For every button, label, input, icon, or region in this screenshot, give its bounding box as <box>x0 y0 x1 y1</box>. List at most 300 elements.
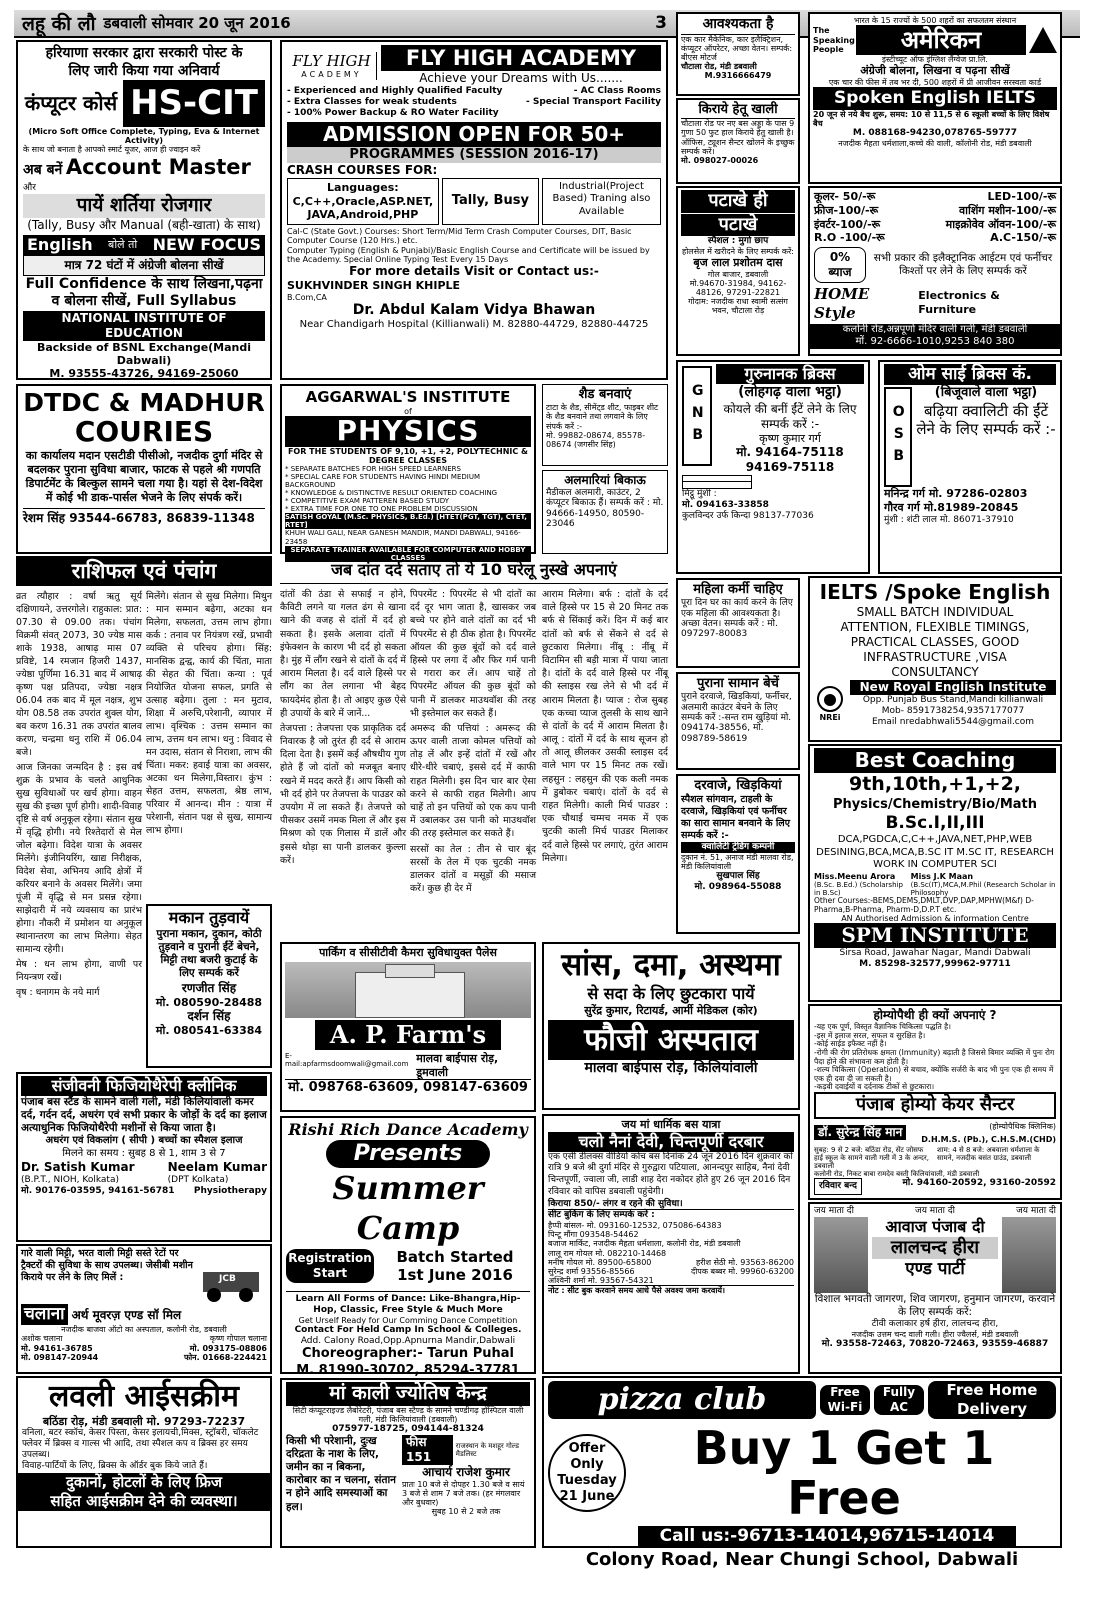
jagran-party: एण्ड पार्टी <box>905 1259 965 1280</box>
pataka-godown: गोदाम: नजदीक राधा स्वामी सत्संग भवन, चौटाला रोड़ <box>688 297 788 316</box>
gnb-phone2: 94169-75118 <box>745 460 835 475</box>
shed-title: शैड बनवाएं <box>578 387 632 402</box>
ielts-address: Opp. Punjab Bus Stand,Mandi killianwali <box>862 695 1044 705</box>
darwaja-title: दरवाजे, खिड़कियां <box>694 778 782 793</box>
dance-batch: Batch Started <box>396 1247 514 1266</box>
dtdc-text: का कार्यालय मदान एसटीडी पीसीओ, नजदीक दुर्गा मंदिर से बदलकर पुराना सुविधा बाजार, फाटक से पहले श्री गणपति डिपार्टमेंट के बिल्कुल सामने चला गया है। यहां से देश-विदेश में कोई भी डाक-पार्सल भेजने के लिए संपर्क करें। <box>25 449 263 504</box>
flyhigh-feature1: - Experienced and Highly Qualified Faculty <box>287 86 503 97</box>
pizza-ad <box>542 1376 1062 1570</box>
pizza-call: Call us:-96713-14014,96715-14014 <box>638 1526 1016 1547</box>
makan-phone1: मो. 080590-28488 <box>155 995 263 1009</box>
hscit-line4: अब बनें <box>23 162 63 179</box>
dance-date: 1st June 2016 <box>397 1266 513 1285</box>
lovely-title: लवली आईसक्रीम <box>49 1379 239 1414</box>
jagran-phone: मो. 93558-72463, 70820-72463, 93559-46887 <box>821 1339 1049 1350</box>
homeo-title: पंजाब होम्यो केयर सैन्टर <box>814 1092 1056 1119</box>
triangle-icon <box>1029 27 1057 53</box>
singer-photo-2 <box>1002 1217 1056 1293</box>
sanjivani-doctor2-deg: (DPT Kolkata) <box>167 1175 229 1186</box>
darwaja-text: स्पैशल सांगवान, टाहली के दरवाजे, खिड़कियां एवं फर्नीचर का सारा सामान बनवाने के लिए सम्पर्क करें :- <box>681 794 790 841</box>
jcb-text: गारे वाली मिट्टी, भरत वाली मिट्टी सस्ते रेटों पर ट्रैक्टरों की सुविधा के साथ उपलब्ध। जेसीबी मशीन किराये पर लेने के लिए मिलें : <box>21 1248 193 1283</box>
yatra-contact4: लालू राम गोयल मो. 082210-14468 <box>548 1248 667 1258</box>
flyhigh-logo-sub: ACADEMY <box>301 70 362 80</box>
aggarwal-of: of <box>404 406 412 416</box>
hscit-72hours: मात्र 72 घंटों में अंग्रेजी बोलना सीखें <box>23 255 265 276</box>
rate-inverter: इंवर्टर-100/-रू <box>814 217 881 231</box>
flyhigh-feature1b: - AC Class Rooms <box>573 86 661 97</box>
aggarwal-point2: * SPECIAL CARE FOR STUDENTS HAVING HINDI MEDIUM BACKGROUND <box>285 473 480 490</box>
farm-phone: मो. 098768-63609, 098147-63609 <box>285 1079 531 1096</box>
jagran-jai2: जय माता दी <box>915 1206 955 1216</box>
dance-forms: Learn All Forms of Dance: Like-Bhangra,Hip-Hop, Classic, Free Style & Much More <box>286 1291 530 1316</box>
gnb-munshi: मिट्ठू मुंशी : <box>682 489 717 500</box>
requirement-ad <box>676 12 800 96</box>
aggarwal-point4: * COMPETITIVE EXAM PATTEREN BASED STUDY <box>285 497 450 506</box>
new-focus: NEW FOCUS <box>152 234 261 254</box>
jyotish-acharya: आचार्य राजेश कुमार <box>422 1464 510 1479</box>
requirement-phone: M.9316666479 <box>704 71 772 81</box>
darwaja-address: दुकान नं. 51, अनाज मंडी मालवा रोड, मंडी किलियांवाली <box>681 852 794 871</box>
ielts-title: IELTS /Spoke English <box>819 580 1051 604</box>
pizza-ac: Fully AC <box>874 1385 924 1415</box>
woman-ad <box>676 578 800 668</box>
homestyle-address: कलोनी रोड,अन्नपूर्णा मंदिर वाली गली, मंडी डबवाली <box>810 324 1060 337</box>
yatra-ad <box>542 1114 800 1374</box>
tooth-title: जब दांत दर्द सताए तो ये 10 घरेलू नुस्खे अपनाएं <box>280 556 668 584</box>
spm-teacher2: Miss J.K Maan <box>910 871 974 881</box>
hscit-address: Backside of BSNL Exchange(Mandi Dabwali) <box>36 340 252 368</box>
spm-title: SPM INSTITUTE <box>814 923 1056 948</box>
dance-ready: Get Urself Ready for Our Comming Dance Competition <box>298 1315 518 1325</box>
farm-ad <box>280 942 536 1112</box>
flyhigh-address: Near Chandigarh Hospital (Killianwali) M. 82880-44729, 82880-44725 <box>299 319 649 331</box>
jagran-jai3: जय माता दी <box>1016 1206 1056 1216</box>
aggarwal-address: KHUH WALI GALI, NEAR GANESH MANDIR, MANDI DABWALI, 94166-23458 <box>285 529 521 546</box>
darwaja-phone: मो. 098964-55088 <box>694 881 782 892</box>
american-title: अमेरिकन <box>856 25 1026 55</box>
flyhigh-crash: CRASH COURSES FOR: <box>287 162 438 177</box>
hscit-confidence: Full Confidence के साथ लिखना,पढ़ना <box>25 275 263 292</box>
yatra-contact2: पिन्टू मौंगा 093548-54462 <box>548 1230 639 1240</box>
gnb-ad <box>676 360 870 574</box>
homeo-point3: -कोई साईड इफैक्ट नहीं है। <box>814 1039 887 1049</box>
rent-ad <box>676 98 800 184</box>
osb-text: बढ़िया क्वालिटी की ईंटें लेने के लिए सम्पर्क करें :- <box>916 401 1056 439</box>
hscit-institute: NATIONAL INSTITUTE OF EDUCATION <box>23 311 265 341</box>
homeo-point2: -इस में इलाज सरल, सफल व सुरक्षित है। <box>814 1030 926 1040</box>
homestyle-text: सभी प्रकार की इलैक्ट्रानिक आईटम एवं फर्नीचर किश्तों पर लेने के लिए सम्पर्क करें <box>873 251 1053 277</box>
pataka-title2: पटाखे <box>681 214 795 237</box>
yatra-contact5b: हरीश सेठी मो. 93563-86200 <box>696 1257 794 1267</box>
osb-letters: OSB <box>890 404 907 471</box>
rate-ac: A.C-150/-रू <box>990 231 1056 245</box>
sanjivani-doctor1: Dr. Satish Kumar <box>21 1160 135 1175</box>
american-top: भारत के 15 राज्यों के 500 शहरों का सफलतम संस्थान <box>853 16 1017 25</box>
american-line1: अंग्रेजी बोलना, लिखना व पढ़ना सीखें <box>860 64 1010 78</box>
homeo-sub: (होम्योपैथिक क्लिनिक) <box>989 1121 1056 1131</box>
makan-name2: दर्शन सिंह <box>187 1009 231 1024</box>
requirement-text: एक कार मैकेनिक, कार इलैक्ट्रिशन, कंप्यूटर ऑपरेटर, अच्छा वेतन। सम्पर्क: बीएस मोटर्ज <box>681 34 793 62</box>
almirah-text: मैडीकल अलमारी, काउंटर, 2 कंप्यूटर बिकाऊ हैं। सम्पर्क करें : मो. 94666-14950, 80590-23046 <box>546 488 664 530</box>
dance-address: Add. Calony Road,Opp.Apnurna Mandir,Dabwali <box>300 1335 516 1346</box>
almirah-ad <box>542 470 668 554</box>
yatra-title: चलो नैनां देवी, चिन्तपूर्णी दरबार <box>548 1132 794 1152</box>
flyhigh-programmes: PROGRAMMES (SESSION 2016-17) <box>287 147 661 163</box>
pizza-offer: Offer Only Tuesday 21 June <box>548 1434 626 1512</box>
dance-presents: Presents <box>326 1140 490 1168</box>
dance-ad <box>280 1116 536 1378</box>
hscit-brand: HS-CIT <box>123 80 265 127</box>
brick-pattern <box>682 475 752 489</box>
homeo-question: होम्योपैथी ही क्यों अपनाएं ? <box>873 1008 997 1022</box>
yatra-contact7: अश्विनी शर्मा मो. 93567-54321 <box>548 1276 654 1286</box>
purana-ad <box>676 672 800 770</box>
dance-choreographer: Choreographer:- Tarun Puhal <box>302 1346 514 1362</box>
aggarwal-title: AGGARWAL'S INSTITUTE <box>305 388 511 406</box>
bole-to: बोले तो <box>108 237 138 251</box>
flyhigh-more: For more details Visit or Contact us:- <box>349 263 599 278</box>
homeo-sunday: रविवार बन्द <box>814 1178 862 1195</box>
flyhigh-languages: Languages: C,C++,Oracle,ASP.NET, JAVA,Android,PHP <box>287 178 439 225</box>
pataka-name: बृज लाल प्रशोतम दास <box>693 255 783 269</box>
pataka-address: गोल बाजार, डबवाली <box>707 269 769 279</box>
shed-phone: मो. 99882-08674, 85578-08674 (जगसीर सिंह) <box>546 430 646 449</box>
hscit-ad <box>16 40 272 380</box>
ielts-line5: CONSULTANCY <box>891 665 979 679</box>
dtdc-contact: रेशम सिंह 93544-66783, 86839-11348 <box>23 508 265 526</box>
dance-academy: Rishi Rich Dance Academy <box>288 1120 528 1139</box>
flyhigh-industrial: Industrial(Project Based) Traning also Available <box>542 178 661 225</box>
jagran-title: आवाज पंजाब दी <box>885 1216 985 1236</box>
pataka-phone: मो.94670-31984, 94162-48126, 97291-22821 <box>689 278 787 298</box>
asthma-address: मालवा बाईपास रोड़, किलियांवाली <box>584 1060 758 1077</box>
account-master: Account Master <box>65 155 251 180</box>
jcb-phone1b: मो. 098147-20944 <box>21 1352 99 1362</box>
pizza-address: Colony Road, Near Chungi School, Dabwali <box>585 1548 1019 1570</box>
yatra-top: जय मां धार्मिक बस यात्रा <box>621 1118 721 1131</box>
homeo-point1: -यह एक पूर्ण, विस्तृत वैज्ञानिक चिकित्सा पद्धति है। <box>814 1022 951 1031</box>
hscit-line2: लिए जारी किया गया अनिवार्य <box>68 62 220 79</box>
purana-text: पुराने दरवाजे, खिड़कियां, फर्नीचर, अलमारी काउंटर बेचने के लिए सम्पर्क करें :-सन्त राम खुड़ियां मो. 094174-38556, मो. 098789-58619 <box>681 692 792 744</box>
sanjivani-time: मिलने का समय : सुबह 8 से 1, शाम 3 से 7 <box>62 1147 226 1159</box>
farm-email: E-mail:apfarmsdoomwali@gmail.com <box>285 1051 409 1068</box>
ielts-line1: SMALL BATCH INDIVIDUAL <box>856 605 1014 619</box>
aggarwal-footer: SEPARATE TRAINER AVAILABLE FOR COMPUTER AND HOBBY CLASSES <box>285 546 531 562</box>
yatra-contact1: हैप्पी बांसल- मो. 093160-12532, 075086-64383 <box>548 1221 722 1231</box>
jyotish-line2: किसी भी परेशानी, दुःख दरिद्रता के नाश के लिए, जमीन का न बिकना, कारोबार का न चलना, संतान न होने आदि समस्याओं का हल। <box>286 1434 396 1513</box>
american-band: Spoken English IELTS <box>813 88 1057 109</box>
flyhigh-degree: B.Com,CA <box>287 292 327 302</box>
zero-interest: 0% ब्याज <box>814 247 866 283</box>
tooth-guava: अमरूद की पत्तियां : अमरूद की ऊपर वाली ताजा कोमल पत्तियों को तोड़ लें और इन्हें दांतों में रखें और धीरे-धीरे चबाएं, इससे दर्द में काफी राहत मिलेगी। इस दिन चार बार ऐसा करने से काफी राहत मिलेगी। आप चाहें तो इन पत्तियों को एक कप पानी में उबालकर उस पानी को माउथवॉश की तरह इस्तेमाल कर सकते हैं। <box>410 722 536 840</box>
homeo-point5: -शल्य चिकित्सा (Operation) से बचाव, क्योंकि सर्जरी के बाद भी पुनः एक ही समय में एक ही दवा दी जा सकती है। <box>814 1065 1054 1083</box>
homestyle-brand2: Electronics & Furniture <box>918 289 1000 316</box>
pizza-name: pizza club <box>548 1381 816 1419</box>
chimney-icon <box>682 366 712 466</box>
english-label: English <box>27 234 93 254</box>
dance-phone: M. 81990-30702, 85294-37781 <box>296 1362 520 1378</box>
jcb-brand: चलाना <box>21 1304 68 1325</box>
flyhigh-admission: ADMISSION OPEN FOR 50+ <box>287 122 661 147</box>
sanjivani-doctor2: Neelam Kumar <box>167 1160 267 1175</box>
rate-ro: R.O -100/-रू <box>814 231 885 245</box>
makan-name1: रणजीत सिंह <box>181 980 237 995</box>
pataka-special: स्पैशल : मुर्गा छाप <box>707 236 769 246</box>
hscit-tally: (Tally, Busy और Manual (बही-खाता) के साथ) <box>27 217 261 232</box>
farm-address: मालवा बाईपास रोड़, डूमवाली <box>416 1051 499 1079</box>
gnb-name: कृष्ण कुमार गर्ग <box>759 431 821 445</box>
american-sub: इंस्टीच्यूट ऑफ इंग्लिश लैंग्वेज प्रा.लि. <box>882 55 988 65</box>
darwaja-name: सुखपाल सिंह <box>716 870 760 881</box>
jagran-jai1: जय माता दी <box>814 1206 854 1216</box>
yatra-contact6b: दीपक बब्बर मो. 99960-63200 <box>690 1267 794 1277</box>
jcb-icon <box>197 1248 267 1304</box>
ielts-logo: NREi <box>819 713 841 723</box>
ielts-line2: ATTENTION, FLEXIBLE TIMINGS, <box>840 620 1030 634</box>
dance-registration: Registration Start <box>286 1249 374 1283</box>
homeo-point4: -रोगी की रोग प्रतिरोधक क्षमता (Immunity) बढ़ाती है जिससे बिमार व्यक्ति में पुनः रोग पैदा होने की संभावना कम होती है। <box>814 1047 1055 1066</box>
pizza-main: Buy 1 Get 1 Free <box>693 1420 995 1526</box>
jyotish-fee: फीस 151 <box>402 1435 453 1465</box>
homeo-phone: मो. 94160-20592, 93160-20592 <box>902 1178 1056 1189</box>
rate-microwave: माइक्रोवेव ऑवन-100/-रू <box>945 217 1056 231</box>
jyotish-ad <box>280 1378 536 1548</box>
shed-text: टाटा के शैड, सीमेंट्ड शीट, फाइबर शीट के शैड बनवाने तथा लगवाने के लिए संपर्क करें :- <box>546 403 659 431</box>
dance-camp: Summer Camp <box>332 1168 484 1247</box>
pizza-delivery: Free Home Delivery <box>928 1381 1056 1419</box>
rashifal-col1 <box>16 590 142 1120</box>
dtdc-ad <box>16 384 272 554</box>
yatra-contact5: मनीष गोयल मो. 89500-65800 <box>548 1257 652 1267</box>
sanjivani-title: संजीवनी फिजियोथैरेपी क्लीनिक <box>21 1076 267 1096</box>
dtdc-title: DTDC & MADHUR <box>23 388 265 417</box>
asthma-title: सांस, दमा, अस्थमा <box>561 947 781 983</box>
sanjivani-special: अधरंग एवं विकलांग ( सीपी ) बच्चों का स्पैशल इलाज <box>45 1135 243 1147</box>
american-logo: The Speaking People <box>813 26 855 54</box>
jcb-name1: अशोक चलाना <box>21 1334 63 1344</box>
flyhigh-feature2b: - Special Transport Facility <box>526 97 661 108</box>
dance-contact: Contact For Held Camp In School & Colleges. <box>294 1324 522 1335</box>
gnb-title: गुरुनानक ब्रिक्स <box>716 364 864 384</box>
makan-phone2: मो. 080541-63384 <box>155 1024 263 1038</box>
flyhigh-title: FLY HIGH ACADEMY <box>381 45 661 71</box>
gnb-sub: (लोहगढ़ वाला भट्ठा) <box>738 384 842 400</box>
dtdc-title2: COURIES <box>74 414 214 448</box>
spm-teacher2-deg: (B.Sc(IT),MCA,M.Phil (Research Scholar in Philosophy <box>910 880 1056 897</box>
lion-icon <box>814 680 846 727</box>
ielts-mobile: Mob- 8591738254,9357177077 <box>881 705 1025 716</box>
rent-phone: मो. 098027-00026 <box>681 156 759 165</box>
yatra-fare: किराया 850/- लंगर व रहने की सुविधा। <box>548 1198 683 1209</box>
gnb-text: कोयले की बनीं ईंटें लेने के लिए सम्पर्क करें :- <box>723 401 857 431</box>
woman-title: महिला कर्मी चाहिए <box>693 582 783 597</box>
sanjivani-doctor1-deg: (B.P.T., NIOH, Kolkata) <box>21 1175 119 1186</box>
american-ad <box>808 12 1062 184</box>
osb-contact2: गौरव गर्ग मो.81989-20845 <box>884 501 1019 514</box>
sanjivani-ad <box>16 1072 272 1242</box>
rashifal-birthday: आज जिनका जन्मदिन है : इस वर्ष शुक्र के प्रभाव के चलते आधुनिक सुख सुविधाओं पर खर्च होगा। वाहन सुख की इच्छा पूर्ण होगी। शादी-विवाह दृष्टि से वर्ष अनुकूल रहेगा। संतान सुख में वृद्धि होगी। नये रिश्तेदारों से मेल जोल बढ़ेगा। विदेश यात्रा के अवसर मिलेंगे। इंजीनियरिंग, खाद्य निरीक्षक, विदेश सेवा, अभिनय आदि क्षेत्रों में करियर बनाने के अवसर मिलेंगे। जमा पूंजी में वृद्धि से मन प्रसन्न रहेगा। साझेदारी में नये व्यवसाय का प्रारंभ होगा। नौकरी में प्रमोशन या अनुकूल स्थानान्तरण का लाभ मिलेगा। सेहत सामान्य रहेगी। <box>16 762 142 956</box>
jcb-phone2b: फोन. 01668-224421 <box>183 1352 267 1362</box>
aggarwal-name: SATISH GOYAL (M.Sc. PHYSICS, B.Ed.) [HTET(PGT, TGT), CTET, RTET] <box>285 513 531 529</box>
lovely-banner1: दुकानों, होटलों के लिए फ्रिज <box>18 1473 270 1492</box>
flyhigh-typing: Computer Typing (English & Punjabi)/Basic English Course and Certificate will be issued by the Academy. Special Online Typing Test Every 15 Days <box>287 245 650 264</box>
ielts-institute: New Royal English Institute <box>850 680 1056 695</box>
flyhigh-school: Dr. Abdul Kalam Vidya Bhawan <box>352 301 596 318</box>
makan-title: मकान तुड़वायें <box>168 908 250 927</box>
hscit-and: और <box>23 183 36 194</box>
osb-title: ओम साई ब्रिक्स कं. <box>884 364 1056 385</box>
osb-contact3: मुंशी : शंटी लाल मो. 86071-37910 <box>884 514 1014 525</box>
hscit-syllabus: व बोलना सीखें, Full Syllabus <box>51 293 237 310</box>
aggarwal-point3: * KNOWLEDGE & DISTINCTIVE RESULT ORIENTED COACHING <box>285 489 498 498</box>
osb-contact1: मनिन्द्र गर्ग मो. 97286-02803 <box>884 487 1028 501</box>
homeo-time2: शाम: 4 से 8 बजे: अबवाला धर्मशाला के सामने, नजदीक बसंत ग्राउंड, डबवाली <box>937 1146 1040 1163</box>
chimney-icon-2 <box>884 387 912 487</box>
darwaja-shop: क्वालिटी ट्रेडिंग कम्पनी <box>681 842 795 853</box>
lovely-text: वनिला, बटर स्कॉच, केसर पिस्ता, केसर इलायची,मिक्स, स्ट्रॉबरी, चॉकलेट फ्लेवर में ब्रिक्स व गाल्स भी आदि, तथा स्पैशल कप व ब्रिक्स हर समय उपलब्ध। <box>22 1428 259 1460</box>
homestyle-phone: मों. 92-6666-1010,9253 840 380 <box>810 336 1060 349</box>
ielts-line3: PRACTICAL CLASSES, GOOD <box>850 635 1020 649</box>
spm-teacher1: Miss.Meenu Arora <box>814 871 896 881</box>
jagran-name: लालचन्द हीरा <box>872 1237 998 1260</box>
hscit-course: कंप्यूटर कोर्स <box>24 90 118 115</box>
jagran-line2: टीवी कलाकार हर्ष हीरा, लालचन्द हीरा, <box>871 1319 999 1330</box>
ielts-line4: INFRASTRUCTURE ,VISA <box>863 650 1007 664</box>
homestyle-brand: HOME Style <box>814 285 870 322</box>
hscit-phone: M. 93555-43726, 94169-25060 <box>49 367 239 381</box>
rent-title: किराये हेतू खाली <box>681 102 795 119</box>
flyhigh-tagline: Achieve your Dreams with Us....... <box>419 71 623 86</box>
darwaja-ad <box>676 774 800 934</box>
makan-text: पुराना मकान, दुकान, कोठी तुड़वाने व पुरानी ईंटें बेचने, मिट्टी तथा बजरी कुटाई के लिए सम्पर्क करें <box>156 928 262 980</box>
aggarwal-point1: * SEPARATE BATCHES FOR HIGH SPEED LEARNERS <box>285 465 461 474</box>
singer-photo-1 <box>814 1217 868 1293</box>
pataka-ad <box>676 186 800 356</box>
american-line4: नजदीक मैहता धर्मशाला,कच्चे की वाली, कॉलोनी रोड, मंडी डबवाली <box>838 138 1032 148</box>
homeo-doctor: डॉ. सुरेन्द्र सिंह मान <box>814 1125 906 1140</box>
jcb-phone2: मो. 093175-08806 <box>189 1343 267 1353</box>
american-phone: M. 088168-94230,078765-59777 <box>852 127 1018 138</box>
asthma-hospital: फौजी अस्पताल <box>548 1020 794 1060</box>
spm-bsc: B.Sc.I,II,III <box>885 813 985 833</box>
sanjivani-phone: मो. 90176-03595, 94161-56781 <box>21 1186 175 1197</box>
rashifal-mesh: मेष : धन लाभ होगा, वाणी पर नियन्त्रण रखें। <box>16 959 142 984</box>
sanjivani-physio: Physiotherapy <box>193 1186 267 1197</box>
jcb-name2: कृष्ण गोपाल चलाना <box>209 1334 267 1344</box>
american-line2: एक चार की फीस में तब भर दी, 500 शहरों में प्री आजीवन सरस्वता कार्ड <box>813 78 1057 88</box>
flyhigh-logo: FLY HIGH <box>292 51 371 70</box>
tooth-col2 <box>410 588 536 940</box>
paper-date: डबवाली सोमवार 20 जून 2016 <box>103 14 291 32</box>
aggarwal-point5: * EXTRA TIME FOR ONE TO ONE PROBLEM DISCUSSION <box>285 505 478 514</box>
requirement-title: आवश्यकता है <box>681 16 795 35</box>
jcb-brand2: अर्थ मूवरज़ एण्ड सॉ मिल <box>71 1308 182 1322</box>
almirah-title: अलमारियां बिकाऊ <box>564 473 646 487</box>
spm-phone: M. 85298-32577,99962-97711 <box>859 959 1011 970</box>
rent-text: चौटाला रोड पर नए बस अड्डा के पास 9 गुणा 50 फुट हाल किराये हेतु खाली है। ऑफिस, ट्यूशन सैन्टर खोलने के इच्छुक सम्पर्क करें। <box>681 119 795 156</box>
gnb-contact3: कुलविन्दर उर्फ किन्दा 98137-77036 <box>682 510 814 521</box>
aggarwal-for: FOR THE STUDENTS OF 9,10, +1, +2, POLYTECHNIC & DEGREE CLASSES <box>287 446 529 465</box>
rate-cooler: कूलर- 50/-रू <box>814 190 876 203</box>
tooth-remedies: आराम मिलेगा। बर्फ : दांतों के दर्द वाले हिस्से पर 15 से 20 मिनट तक बर्फ से सिंकाई करें। दिन में कई बार दांतों को बर्फ से सेंकने से दर्द से छुटकारा मिलेगा। नींबू : नींबू में विटामिन सी बड़ी मात्रा में पाया जाता है। दांतों के दर्द वाले हिस्से पर नींबू की स्लाइस रख लेने से भी दर्द में आराम मिलता है। प्याज : रोज सुबह एक कच्चा प्याज तुलसी के साथ खाने से दांतों के दर्द में आराम मिलता है। आलू : दांतों में दर्द के साथ सूजन हो तो आलू छीलकर उसकी स्लाइस दर्द वाले भाग पर 15 मिनट तक रखें। लहसुन : लहसुन की एक कली नमक में डुबोकर चबाएं। दांतों के दर्द से राहत मिलेगी। काली मिर्च पाउडर : एक चौथाई चम्मच नमक में एक चुटकी काली मिर्च पाउडर मिलाकर दर्द वाले हिस्से पर लगाएं, तुरंत आराम मिलेगा। <box>542 589 668 864</box>
gnb-letters: GNB <box>689 383 706 449</box>
tooth-col1 <box>280 588 406 940</box>
makan-ad <box>146 904 272 1068</box>
ielts-ad <box>808 576 1062 742</box>
spm-authorised: AN Authorised Admission & information Centre <box>841 914 1029 924</box>
tooth-tejpatta: तेजपत्ता : तेजपत्ता एक प्राकृतिक दर्द निवारक है जो तुरंत ही दर्द से आराम दिला देता है। इसमें कई औषधीय गुण होते हैं जो दांतों को मजबूत बनाए रखने में मदद करते हैं। आप किसी को भी दर्द होने पर तेजपत्ता के पाउडर को उपयोग में ला सकते हैं। तेजपत्ते को पीसकर उसमें नमक मिला लें और इस मिश्रण को एक गिलास में डालें और इससे थोड़ा सा पानी डालकर कुल्ला करें। <box>280 722 406 866</box>
homeo-address: कलोनी रोड, निकट बाबा रामदेव बस्ती किलियांवाली, मंडी डबवाली <box>814 1170 980 1179</box>
shed-ad <box>542 384 668 466</box>
jyotish-title: मां काली ज्योतिष केन्द्र <box>286 1382 530 1406</box>
jcb-address: नजदीक बाजवा ऑटो का अस्पताल, कलोनी रोड, डबवाली <box>61 1325 227 1335</box>
spm-best: Best Coaching <box>814 748 1056 773</box>
purana-title: पुराना सामान बेचें <box>697 676 779 691</box>
spm-teacher1-deg: (B.Sc. B.Ed.) (Scholarship in B.Sc) <box>814 880 903 897</box>
jcb-phone1: मो. 94161-36785 <box>21 1343 93 1353</box>
spm-classes: 9th,10th,+1,+2, <box>848 773 1022 795</box>
tooth-intro: दांतों की ठंडा से सफाई न होने, कैविटी लगने या गलत ढंग से खाना खाने की वजह से दांतों में दर्द हो सकता है। इसके अलावा दांतों में इंफेक्शन के कारण भी दर्द हो सकता है। मुंह में लौंग रखने से दांतों के दर्द में आराम मिलता है। दर्द वाले हिस्से पर लौंग का तेल लगाना भी बेहद फायदेमंद होता है। तो आइए कुछ ऐसे ही उपायों के बारे में जानें... <box>280 589 406 719</box>
flyhigh-ad <box>280 40 668 380</box>
farm-name: A. P. Farm's <box>315 1020 501 1050</box>
pizza-wifi: Free Wi-Fi <box>820 1385 870 1415</box>
yatra-text: एक एसी डीलक्स वीडियो कोच बस दिनांक 24 जून 2016 दिन शुक्रवार को रात्रि 9 बजे श्री दुर्गा मंदिर से गुरुद्वारा पटियाला, आनन्दपुर साहिब, नैनां देवी चिन्तपूर्णी, ज्वाला जी, लाडी शाह देरा नकोदर होते हुए 26 जून 2016 दिन रविवार को वापिस डबवाली पहुंचेगी। <box>548 1151 793 1197</box>
requirement-address: चौटाला रोड, मंडी डबवाली <box>681 62 757 72</box>
jyotish-phone: 075977-18725, 094144-81324 <box>332 1424 484 1435</box>
palace-image <box>285 962 531 1018</box>
aggarwal-ad <box>280 384 536 562</box>
flyhigh-feature3: - 100% Power Backup & RO Water Facility <box>287 107 499 118</box>
spm-address: Sirsa Road, Jawahar Nagar, Mandi Dabwali <box>839 948 1031 959</box>
asthma-sub: से सदा के लिए छुटकारा पायें <box>587 984 755 1004</box>
ielts-email: Email nredabhwali5544@gmail.com <box>871 716 1035 727</box>
homestyle-ad <box>808 186 1062 356</box>
lovely-text2: विवाह-पार्टियों के लिए, ब्रिक्स के ऑर्डर बुक किये जाते हैं। <box>22 1460 208 1471</box>
tooth-mustard: सरसों का तेल : तीन से चार बूंद सरसों के तेल में एक चुटकी नमक डालकर दांतों व मसूड़ों की मसाज करें। कुछ ही देर में <box>410 843 536 895</box>
homeo-degree: D.H.M.S. (Pb.), C.H.S.M.(CHD) <box>921 1135 1056 1145</box>
hscit-line3: के साथ जो बनाता है आपको स्मार्ट यूजर, आज ही ज्वाइन करें <box>23 144 201 154</box>
gnb-phone3: मो. 094163-33858 <box>682 500 769 511</box>
osb-ad <box>878 360 1062 574</box>
rashifal-col2 <box>146 590 272 900</box>
lovely-ad <box>16 1376 272 1548</box>
asthma-ad <box>542 942 800 1110</box>
flyhigh-feature2: - Extra Classes for weak students <box>287 97 457 108</box>
jyotish-line1: सिटी कंप्यूटराइज्ड लैबोरेटरी, पंजाब बस स्टैण्ड के सामने चण्डीगढ़ हॉस्पिटल वाली गली, मंडी किलियांवाली (डबवाली) <box>292 1405 524 1424</box>
yatra-contact3: बजाज मार्किट, नजदीक मैहता धर्मशाला, कलोनी रोड, मंडी डबवाली <box>548 1239 741 1249</box>
rashifal-vrish: वृष : धनागम के नये मार्ग <box>16 987 100 999</box>
jcb-label: JCB <box>219 1274 236 1284</box>
jagran-text: विशाल भगवती जागरण, शिव जागरण, हनुमान जागरण, करवाने के लिए सम्पर्क करें: <box>814 1292 1056 1318</box>
rashifal-title: राशिफल एवं पंचांग <box>16 556 272 586</box>
spm-subjects: Physics/Chemistry/Bio/Math <box>832 796 1038 812</box>
rate-washing: वाशिंग मशीन-100/-रू <box>959 203 1056 217</box>
rate-led: LED-100/-रू <box>987 190 1056 203</box>
spm-ad <box>808 744 1062 1002</box>
yatra-contact6: सुरेन्द्र शर्मा 93556-85566 <box>548 1267 635 1277</box>
aggarwal-subject: PHYSICS <box>285 416 531 447</box>
jyotish-gold: राजस्थान के मशहूर गोल्ड मैडलिस्ट <box>455 1441 519 1458</box>
flyhigh-tally: Tally, Busy <box>442 178 539 225</box>
sanjivani-text: पंजाब बस स्टैंड के सामने वाली गली, मंडी किलियांवाली कमर दर्द, गर्दन दर्द, अधरंग एवं सभी प्रकार के जोड़ों के दर्द का इलाज अत्याधुनिक फिजियोथैरेपी मशीनों से किया जाता है। <box>21 1096 267 1135</box>
hscit-rozgar: पायें शर्तिया रोजगार <box>23 194 265 218</box>
farm-title: पार्किंग व सीसीटीवी कैमरा सुविधायुक्त पैलेस <box>319 946 497 959</box>
homeo-point6: -कड़वी दवाईयों व दर्दनाक टीकों से छुटकारा। <box>814 1082 935 1092</box>
page-number: 3 <box>655 13 667 33</box>
rashifal-panchang: व्रत त्यौहार : वर्षा ऋतु सूर्य दक्षिणायने, उत्तरगोले। राहुकाल: प्रात: 07.30 से 09.00 तक। पंचांग विक्रमी संवत् 2073, 30 ज्येष्ठ मास शाके 1938, आषाढ़ मास 07 प्रविष्टे, 14 रमजान हिजरी 1437, ज्येष्ठा पूर्णिमा 16.31 बाद में आषाढ़ कृष्ण पक्ष प्रतिपदा, ज्येष्ठा नक्षत्र 06.04 तक बाद में मूल नक्षत्र, शुभ योग 08.58 तक उपरांत शुक्ल योग, बव करण 16.31 तक उपरांत बालव करण, चन्द्रमा धनु राशि में 06.04 बजे। <box>16 591 142 759</box>
flyhigh-calc: Cal-C (State Govt.) Courses: Short Term/Mid Term Crash Computer Courses, DIT, Basic Computer Course (120 Hrs.) etc. <box>287 227 632 246</box>
rate-fridge: फ्रीज-100/-रू <box>814 203 879 217</box>
